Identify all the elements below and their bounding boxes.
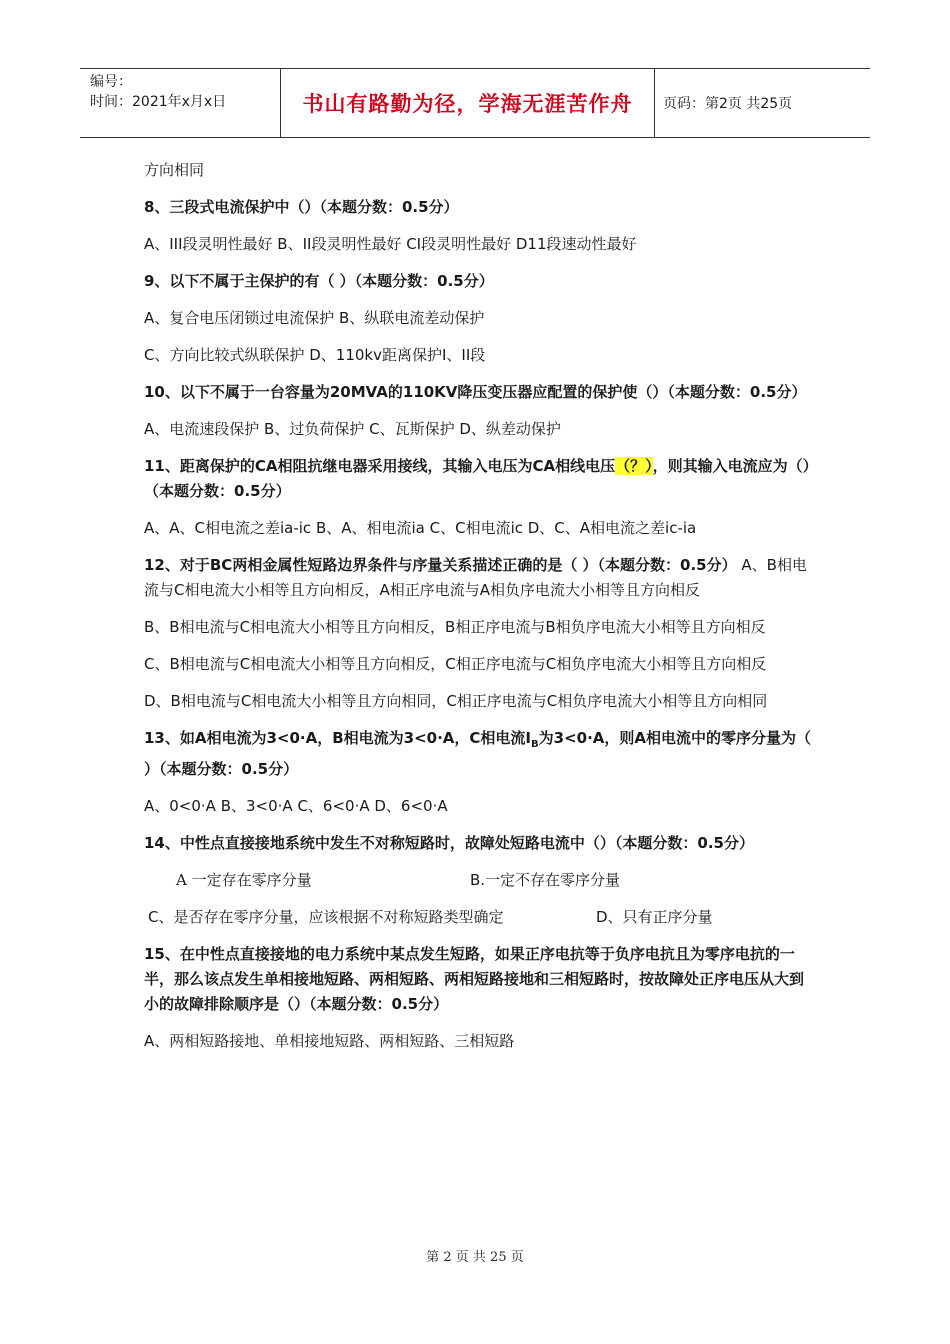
question-11-options: A、A、C相电流之差ia-ic B、A、相电流ia C、C相电流ic D、C、A相电流之差ic-ia (144, 519, 697, 537)
question-14-options-row-2 (144, 905, 814, 930)
header-motto: 书山有路勤为径，学海无涯苦作舟 (280, 69, 655, 137)
question-14-option-b: B.一定不存在零序分量 (470, 871, 621, 889)
question-14-options-row-1 (144, 868, 814, 893)
question-13-options: A、0<0·A B、3<0·A C、6<0·A D、6<0·A (144, 797, 448, 815)
question-8-options: A、III段灵明性最好 B、II段灵明性最好 CI段灵明性最好 D11段速动性最好 (144, 235, 637, 253)
highlight-mark: （？） (615, 457, 653, 475)
question-14-option-c: C、是否存在零序分量，应该根据不对称短路类型确定 (148, 908, 504, 926)
question-12-option-b: B、B相电流与C相电流大小相等且方向相反，B相正序电流与B相负序电流大小相等且方向相反 (144, 618, 766, 636)
question-12-option-d: D、B相电流与C相电流大小相等且方向相同，C相正序电流与C相负序电流大小相等且方向相同 (144, 692, 768, 710)
question-9-options-1: A、复合电压闭锁过电流保护 B、纵联电流差动保护 (144, 309, 485, 327)
question-13-text-end: 为3<0·A，则A相电流中的零序分量为（ ）（本题分数：0.5分） (144, 729, 812, 778)
page-header (80, 68, 870, 138)
question-9: 9、以下不属于主保护的有（ ）（本题分数：0.5分） (144, 272, 494, 290)
question-12-option-c: C、B相电流与C相电流大小相等且方向相反，C相正序电流与C相负序电流大小相等且方向相反 (144, 655, 767, 673)
page-footer: 第 2 页 共 25 页 (426, 1250, 524, 1265)
question-9-options-2: C、方向比较式纵联保护 D、110kv距离保护I、II段 (144, 346, 486, 364)
header-page-info: 页码：第2页 共25页 (663, 96, 793, 112)
question-13 (144, 726, 814, 782)
subscript: B (531, 739, 539, 750)
question-14: 14、中性点直接接地系统中发生不对称短路时，故障处短路电流中（）（本题分数：0.5分） (144, 834, 754, 852)
question-12 (144, 553, 814, 603)
question-14-option-d: D、只有正序分量 (596, 908, 713, 926)
question-13-text-start: 13、如A相电流为3<0·A，B相电流为3<0·A，C相电流I (144, 729, 532, 747)
question-14-option-a: A 一定存在零序分量 (176, 871, 312, 889)
question-15: 15、在中性点直接接地的电力系统中某点发生短路，如果正序电抗等于负序电抗且为零序电抗的一半，那么该点发生单相接地短路、两相短路、两相短路接地和三相短路时，按故障处正序电压从大到小的故障排除顺序是（）（本题分数：0.5分） (144, 945, 805, 1013)
question-11-text-end: ，则其输入电流应为（）（本题分数：0.5分） (144, 457, 811, 500)
header-time: 时间：2021年x月x日 (90, 94, 227, 110)
document-body (144, 158, 814, 1054)
question-11 (144, 454, 814, 504)
question-15-option-a: A、两相短路接地、单相接地短路、两相短路、三相短路 (144, 1032, 515, 1050)
header-number: 编号： (90, 74, 132, 90)
text-line: 方向相同 (144, 161, 205, 179)
question-11-text-start: 11、距离保护的CA相阻抗继电器采用接线，其输入电压为CA相线电压 (144, 457, 616, 475)
question-12-stem: 12、对于BC两相金属性短路边界条件与序量关系描述正确的是（ ）（本题分数：0.5分） (144, 556, 737, 574)
question-12-option-a: A、B相电流与C相电流大小相等且方向相反，A相正序电流与A相负序电流大小相等且方向相反 (144, 556, 807, 599)
question-10-options: A、电流速段保护 B、过负荷保护 C、瓦斯保护 D、纵差动保护 (144, 420, 561, 438)
question-10: 10、以下不属于一台容量为20MVA的110KV降压变压器应配置的保护使（）（本题分数：0.5分） (144, 383, 807, 401)
header-meta (80, 69, 280, 137)
question-8: 8、三段式电流保护中（）（本题分数：0.5分） (144, 198, 459, 216)
